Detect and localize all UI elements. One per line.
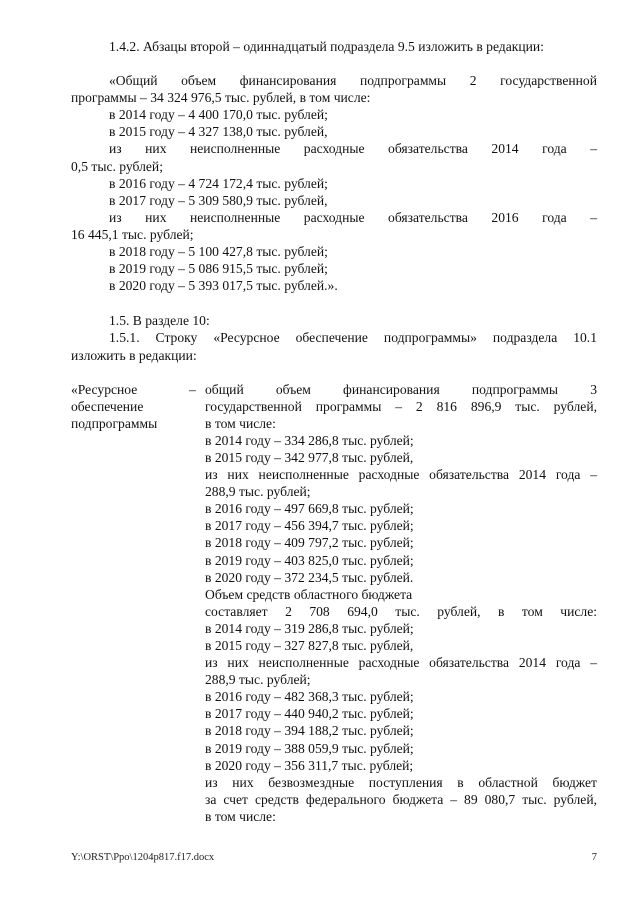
text-line: в 2016 году – 497 669,8 тыс. рублей; xyxy=(205,501,414,517)
text-line: в 2016 году – 482 368,3 тыс. рублей; xyxy=(205,689,414,705)
text-line: в 2018 году – 394 188,2 тыс. рублей; xyxy=(205,723,414,739)
text-line: из них безвозмездные поступления в областной бюджет xyxy=(205,774,597,790)
dash: – xyxy=(189,381,196,397)
resource-provision-row xyxy=(71,381,597,825)
text-line: в 2020 году – 372 234,5 тыс. рублей. xyxy=(205,569,414,585)
text-line: в 2020 году – 356 311,7 тыс. рублей; xyxy=(205,757,414,773)
label-line: подпрограммы xyxy=(71,415,158,431)
text-line: 288,9 тыс. рублей; xyxy=(205,484,311,500)
year-2020-line: в 2020 году – 5 393 017,5 тыс. рублей.». xyxy=(109,278,338,294)
unfulfilled-2014-line-a: из них неисполненные расходные обязательства 2014 года – xyxy=(109,141,597,157)
page-footer xyxy=(71,852,597,863)
text-line: в 2018 году – 409 797,2 тыс. рублей; xyxy=(205,535,414,551)
text-line: в том числе: xyxy=(205,415,276,431)
resource-provision-text xyxy=(189,381,597,825)
text-line: за счет средств федерального бюджета – 89 080,7 тыс. рублей, xyxy=(205,791,597,807)
text-line: 288,9 тыс. рублей; xyxy=(205,672,311,688)
quote-line-1: «Общий объем финансирования подпрограммы 2 государственной xyxy=(109,73,597,89)
year-2017-line: в 2017 году – 5 309 580,9 тыс. рублей, xyxy=(109,192,328,208)
quote-line-2: программы – 34 324 976,5 тыс. рублей, в том числе: xyxy=(71,90,371,106)
text-line: в 2017 году – 456 394,7 тыс. рублей; xyxy=(205,518,414,534)
text-line: в 2014 году – 319 286,8 тыс. рублей; xyxy=(205,620,414,636)
text-line: Объем средств областного бюджета xyxy=(205,586,413,602)
label-line: «Ресурсное xyxy=(71,381,138,397)
text-line: в том числе: xyxy=(205,808,276,824)
text-lines-block xyxy=(189,398,597,825)
text-line: в 2014 году – 334 286,8 тыс. рублей; xyxy=(205,432,414,448)
unfulfilled-2014-line-b: 0,5 тыс. рублей; xyxy=(71,158,163,174)
unfulfilled-2016-line-a: из них неисполненные расходные обязательства 2016 года – xyxy=(109,209,597,225)
section-1-4-2-heading: 1.4.2. Абзацы второй – одиннадцатый подраздела 9.5 изложить в редакции: xyxy=(109,39,544,54)
text-line: из них неисполненные расходные обязательства 2014 года – xyxy=(205,655,597,671)
resource-provision-label xyxy=(71,381,189,825)
year-2016-line: в 2016 году – 4 724 172,4 тыс. рублей; xyxy=(109,175,328,191)
subsection-1-5-1-line-1: 1.5.1. Строку «Ресурсное обеспечение подпрограммы» подраздела 10.1 xyxy=(109,330,597,346)
text-line: составляет 2 708 694,0 тыс. рублей, в том числе: xyxy=(205,603,597,619)
text-line: в 2015 году – 327 827,8 тыс. рублей, xyxy=(205,638,414,653)
text-line: общий объем финансирования подпрограммы 3 xyxy=(205,381,597,397)
document-body xyxy=(71,38,597,825)
unfulfilled-2016-line-b: 16 445,1 тыс. рублей; xyxy=(71,226,194,242)
text-line: в 2015 году – 342 977,8 тыс. рублей, xyxy=(205,449,414,465)
label-line: обеспечение xyxy=(71,398,144,414)
year-2014-line: в 2014 году – 4 400 170,0 тыс. рублей; xyxy=(109,107,328,123)
section-1-5-heading: 1.5. В разделе 10: xyxy=(109,313,210,329)
year-2019-line: в 2019 году – 5 086 915,5 тыс. рублей; xyxy=(109,261,328,277)
year-2015-line: в 2015 году – 4 327 138,0 тыс. рублей, xyxy=(109,124,328,140)
file-path: Y:\ORST\Ppo\1204p817.f17.docx xyxy=(71,852,215,863)
year-2018-line: в 2018 году – 5 100 427,8 тыс. рублей; xyxy=(109,244,328,260)
text-line: из них неисполненные расходные обязательства 2014 года – xyxy=(205,467,597,483)
text-line: в 2019 году – 403 825,0 тыс. рублей; xyxy=(205,552,414,568)
page-number: 7 xyxy=(591,852,597,863)
text-line: в 2017 году – 440 940,2 тыс. рублей; xyxy=(205,706,414,722)
subsection-1-5-1-line-2: изложить в редакции: xyxy=(71,347,197,363)
text-line: государственной программы – 2 816 896,9 тыс. рублей, xyxy=(205,398,597,414)
text-line: в 2019 году – 388 059,9 тыс. рублей; xyxy=(205,740,414,756)
